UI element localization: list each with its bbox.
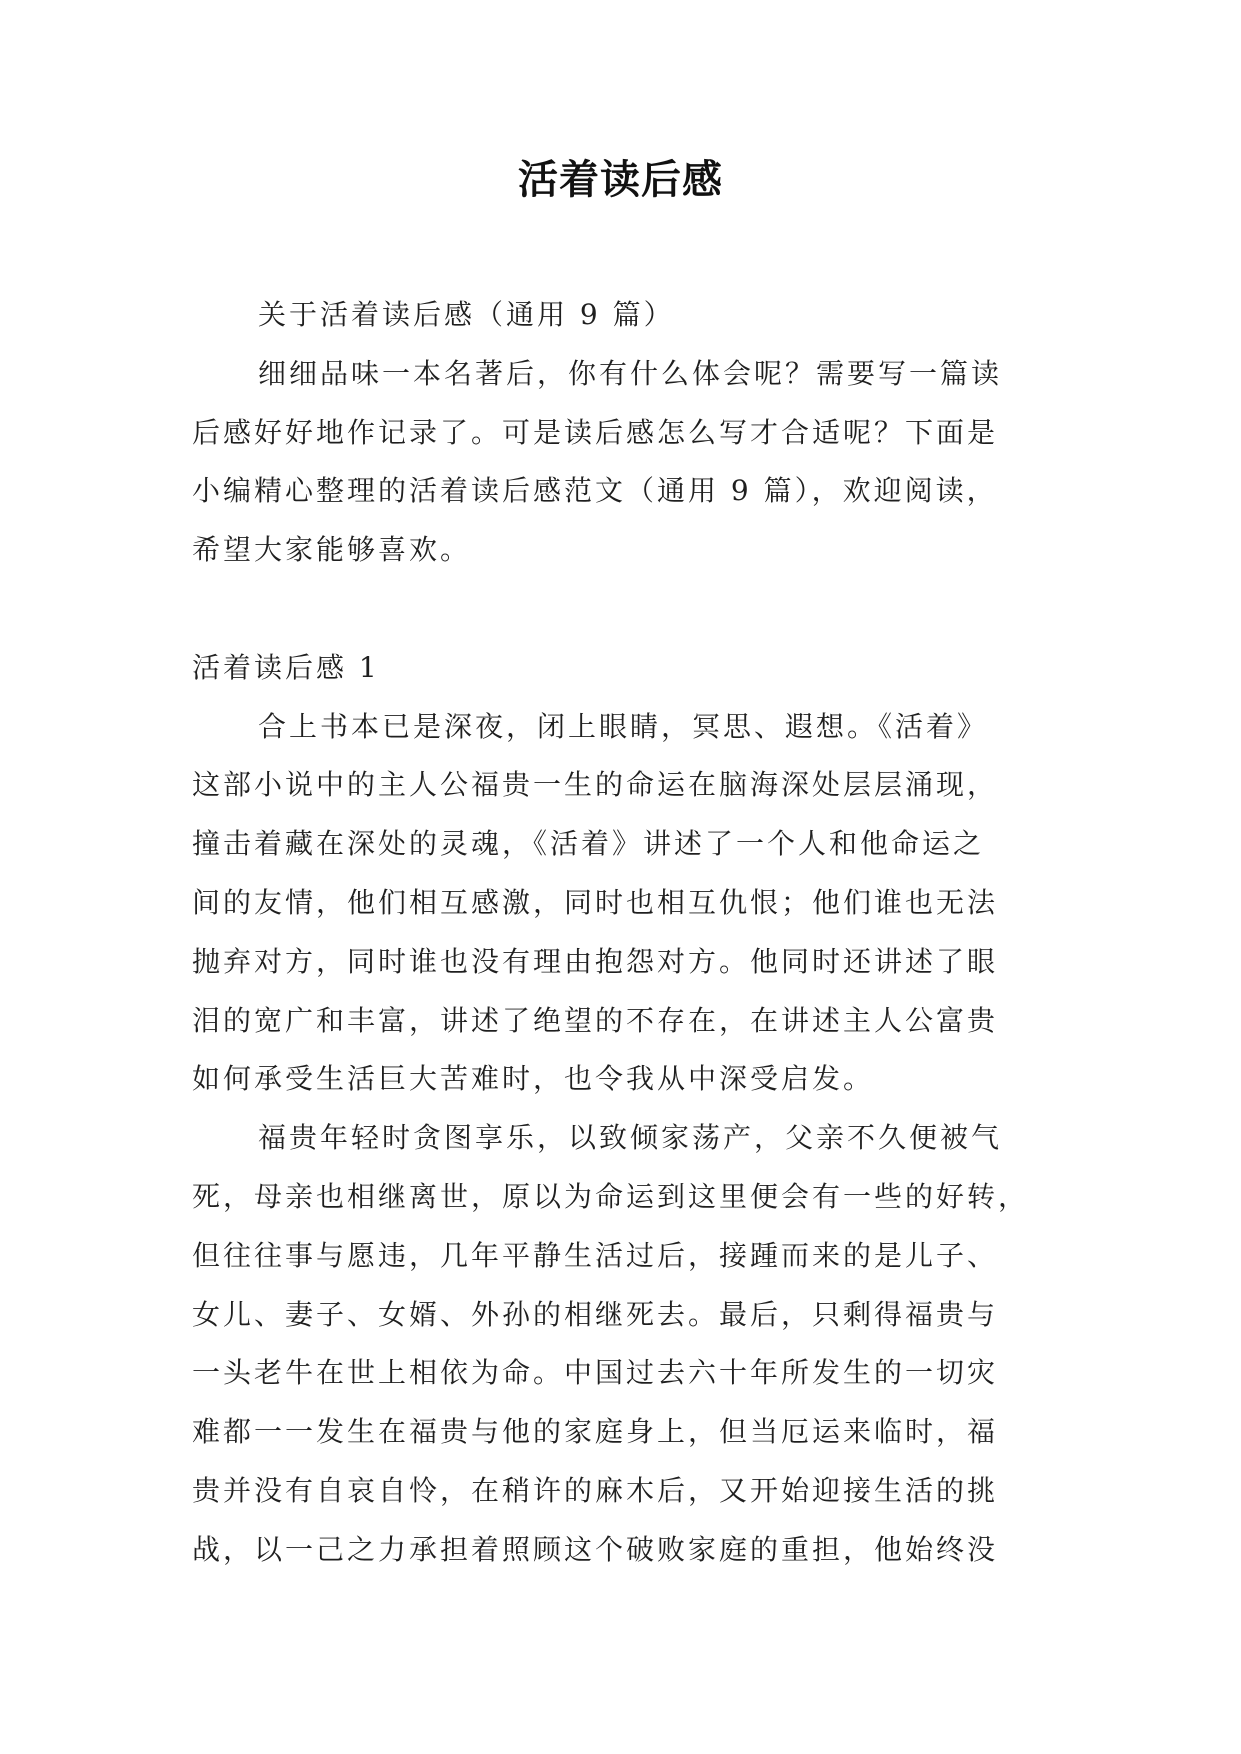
text-line: 这部小说中的主人公福贵一生的命运在脑海深处层层涌现， (192, 768, 999, 802)
text-line: 但往往事与愿违，几年平静生活过后，接踵而来的是儿子、 (192, 1238, 999, 1272)
document-title: 活着读后感 (518, 157, 723, 203)
text-line: 如何承受生活巨大苦难时，也令我从中深受启发。 (192, 1062, 875, 1096)
text-line: 小编精心整理的活着读后感范文（通用 9 篇），欢迎阅读， (192, 474, 998, 508)
text-line: 活着读后感 1 (192, 650, 380, 684)
text-line: 贵并没有自哀自怜，在稍许的麻木后，又开始迎接生活的挑 (192, 1473, 999, 1507)
text-line: 难都一一发生在福贵与他的家庭身上，但当厄运来临时，福 (192, 1415, 999, 1449)
text-line: 抛弃对方，同时谁也没有理由抱怨对方。他同时还讲述了眼 (192, 944, 999, 978)
text-line: 间的友情，他们相互感激，同时也相互仇恨；他们谁也无法 (192, 885, 999, 919)
text-line: 后感好好地作记录了。可是读后感怎么写才合适呢？下面是 (192, 415, 999, 449)
blank-line (192, 580, 1062, 639)
text-line: 希望大家能够喜欢。 (192, 533, 472, 567)
text-line: 泪的宽广和丰富，讲述了绝望的不存在，在讲述主人公富贵 (192, 1003, 999, 1037)
text-line: 一头老牛在世上相依为命。中国过去六十年所发生的一切灾 (192, 1356, 999, 1390)
text-line: 关于活着读后感（通用 9 篇） (258, 298, 675, 331)
text-line: 福贵年轻时贪图享乐，以致倾家荡产，父亲不久便被气 (258, 1121, 1003, 1155)
text-line: 合上书本已是深夜，闭上眼睛，冥思、遐想。《活着》 (258, 709, 989, 743)
text-line: 战，以一己之力承担着照顾这个破败家庭的重担，他始终没 (192, 1532, 999, 1566)
document-body (192, 286, 1062, 1580)
text-line: 细细品味一本名著后，你有什么体会呢？需要写一篇读 (258, 356, 1003, 390)
text-line: 女儿、妻子、女婿、外孙的相继死去。最后，只剩得福贵与 (192, 1297, 999, 1331)
text-line: 撞击着藏在深处的灵魂，《活着》讲述了一个人和他命运之 (192, 827, 985, 861)
text-line: 死，母亲也相继离世，原以为命运到这里便会有一些的好转， (192, 1179, 1030, 1213)
